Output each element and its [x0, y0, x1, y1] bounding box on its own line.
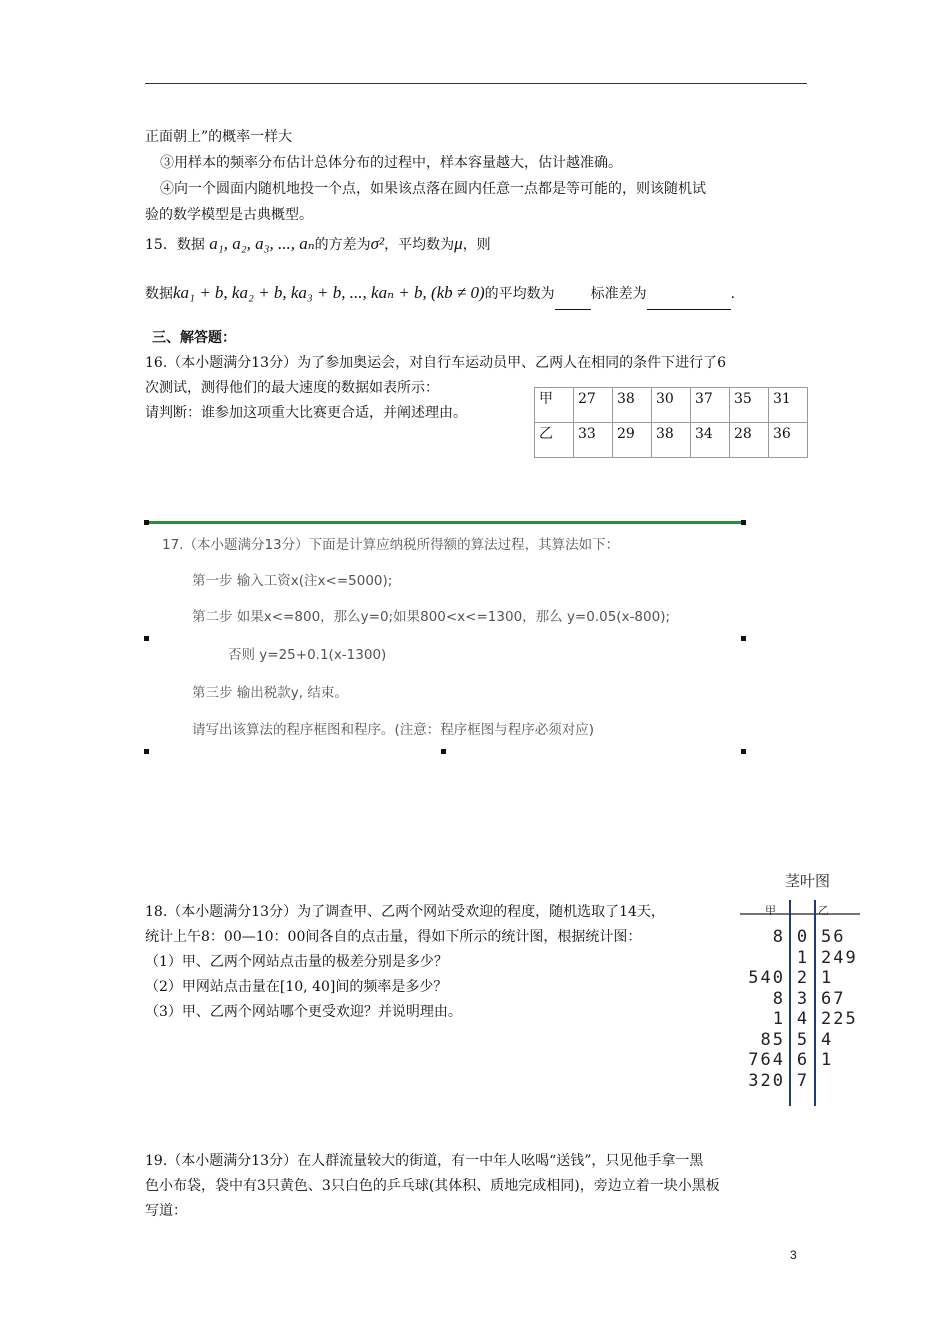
table-cell: 30: [652, 388, 691, 423]
table-cell: 28: [730, 423, 769, 458]
q18-line-5: （3）甲、乙两个网站哪个更受欢迎？并说明理由。: [145, 1004, 462, 1020]
q15-then: ，则: [462, 237, 491, 253]
q17-line-1: 17.（本小题满分13分）下面是计算应纳税所得额的算法过程，其算法如下：: [162, 537, 620, 553]
page-number: 3: [790, 1248, 797, 1262]
q14-line-4: 验的数学模型是古典概型。: [145, 207, 313, 223]
stemplot-right-leaf: 1: [821, 968, 834, 988]
row-label-jia: 甲: [535, 388, 574, 423]
q15-prefix-2: 数据: [145, 286, 173, 302]
stemplot-left-leaf: 8: [772, 988, 785, 1009]
q14-line-1: 正面朝上”的概率一样大: [145, 129, 293, 145]
stemplot-left-leaf: [725, 948, 785, 969]
section-3-title: 三、解答题：: [152, 330, 236, 346]
stemplot-left-head: 甲: [765, 904, 776, 917]
stemplot-stem: 5: [796, 1029, 810, 1050]
stemplot-left-leaf: 85: [760, 1029, 785, 1050]
q19-line-3: 写道：: [145, 1203, 187, 1219]
q19-line-2: 色小布袋，袋中有3只黄色、3只白色的乒乓球(其体积、质地完成相同)，旁边立着一块小黑板: [145, 1178, 720, 1194]
stemplot-left-leaf: 764: [748, 1050, 785, 1070]
stemplot-left-leaf: 8: [772, 927, 785, 947]
stemplot-right-leaf: 1: [821, 1050, 834, 1070]
row-label-yi: 乙: [535, 423, 574, 458]
table-cell: 37: [691, 388, 730, 423]
stemplot-right-leaf: 225: [821, 1009, 858, 1029]
q18-line-4: （2）甲网站点击量在[10, 40]间的频率是多少？: [145, 979, 448, 995]
q17-line-6: 请写出该算法的程序框图和程序。(注意：程序框图与程序必须对应): [192, 722, 595, 738]
stemplot-left-leaf: 320: [748, 1070, 785, 1091]
q18-line-3: （1）甲、乙两个网站点击量的极差分别是多少？: [145, 954, 448, 970]
q15-number: 15．: [145, 237, 177, 253]
q15-variance-text: 的方差为: [314, 237, 371, 253]
q18-line-2: 统计上午8：00—10：00间各自的点击量，得如下所示的统计图，根据统计图：: [145, 929, 642, 945]
stemplot-title: 茎叶图: [785, 872, 831, 890]
table-cell: 38: [613, 388, 652, 423]
table-cell: 38: [652, 423, 691, 458]
q15-prefix: 数据: [176, 237, 205, 253]
q15-sequence-2: ka₁ + b, ka₂ + b, ka₃ + b, ..., kaₙ + b, (kb ≠ 0): [173, 283, 485, 302]
q14-line-2: ③用样本的频率分布估计总体分布的过程中，样本容量越大，估计越准确。: [160, 155, 622, 171]
stemplot-right-leaf: [821, 1071, 881, 1092]
table-cell: 35: [730, 388, 769, 423]
q17-line-2: 第一步 输入工资x(注x<=5000);: [192, 573, 393, 589]
table-cell: 27: [574, 388, 613, 423]
table-cell: 36: [769, 423, 808, 458]
stemplot-stem: 1: [796, 947, 810, 968]
q15-mean-text: ，平均数为: [384, 237, 455, 253]
stemplot-right-head: 乙: [818, 904, 829, 917]
stemplot-stem: 3: [796, 988, 810, 1009]
stemplot-right-leaf: 249: [821, 947, 858, 968]
stemplot-left-leaves: [725, 927, 785, 1091]
q17-line-5: 第三步 输出税款y, 结束。: [192, 685, 348, 701]
q17-line-4: 否则 y=25+0.1(x-1300): [228, 647, 387, 663]
q15-sigma: σ²: [370, 234, 385, 253]
q15-period: .: [730, 286, 736, 302]
stemplot-stem: 4: [796, 1009, 810, 1029]
q15-mu: μ: [454, 234, 463, 253]
stemplot-right-leaves: [821, 927, 881, 1091]
table-cell: 34: [691, 423, 730, 458]
stemplot-stem: 0: [796, 927, 810, 947]
q15-sd-text: 标准差为: [590, 286, 647, 302]
q14-line-3: ④向一个圆面内随机地投一个点，如果该点落在圆内任意一点都是等可能的，则该随机试: [160, 181, 706, 197]
table-cell: 33: [574, 423, 613, 458]
stemplot-right-leaf: 67: [821, 988, 846, 1009]
table-cell: 29: [613, 423, 652, 458]
stemplot-right-leaf: 56: [821, 927, 846, 947]
q16-line-2: 次测试，测得他们的最大速度的数据如表所示：: [145, 380, 439, 396]
stemplot-stem: 6: [796, 1050, 810, 1070]
stemplot-stems: [795, 927, 811, 1091]
q17-line-3: 第二步 如果x<=800，那么y=0;如果800<x<=1300，那么 y=0.05(x-800);: [192, 609, 671, 625]
table-cell: 31: [769, 388, 808, 423]
stemplot-left-leaf: 1: [772, 1009, 785, 1029]
q15-sequence: a₁, a₂, a₃, ..., aₙ: [209, 234, 315, 253]
stemplot-right-leaf: 4: [821, 1029, 834, 1050]
q19-line-1: 19.（本小题满分13分）在人群流量较大的街道，有一中年人吆喝“送钱”，只见他手拿一黑: [145, 1153, 704, 1169]
q15-mean-text-2: 的平均数为: [484, 286, 555, 302]
q16-line-3: 请判断：谁参加这项重大比赛更合适，并阐述理由。: [145, 405, 467, 421]
q16-line-1: 16.（本小题满分13分）为了参加奥运会，对自行车运动员甲、乙两人在相同的条件下进行了6: [145, 355, 726, 371]
stemplot-stem: 2: [796, 968, 810, 988]
stemplot-stem: 7: [796, 1070, 810, 1091]
stemplot-left-leaf: 540: [748, 968, 785, 988]
q18-line-1: 18.（本小题满分13分）为了调查甲、乙两个网站受欢迎的程度，随机选取了14天，: [145, 904, 665, 920]
